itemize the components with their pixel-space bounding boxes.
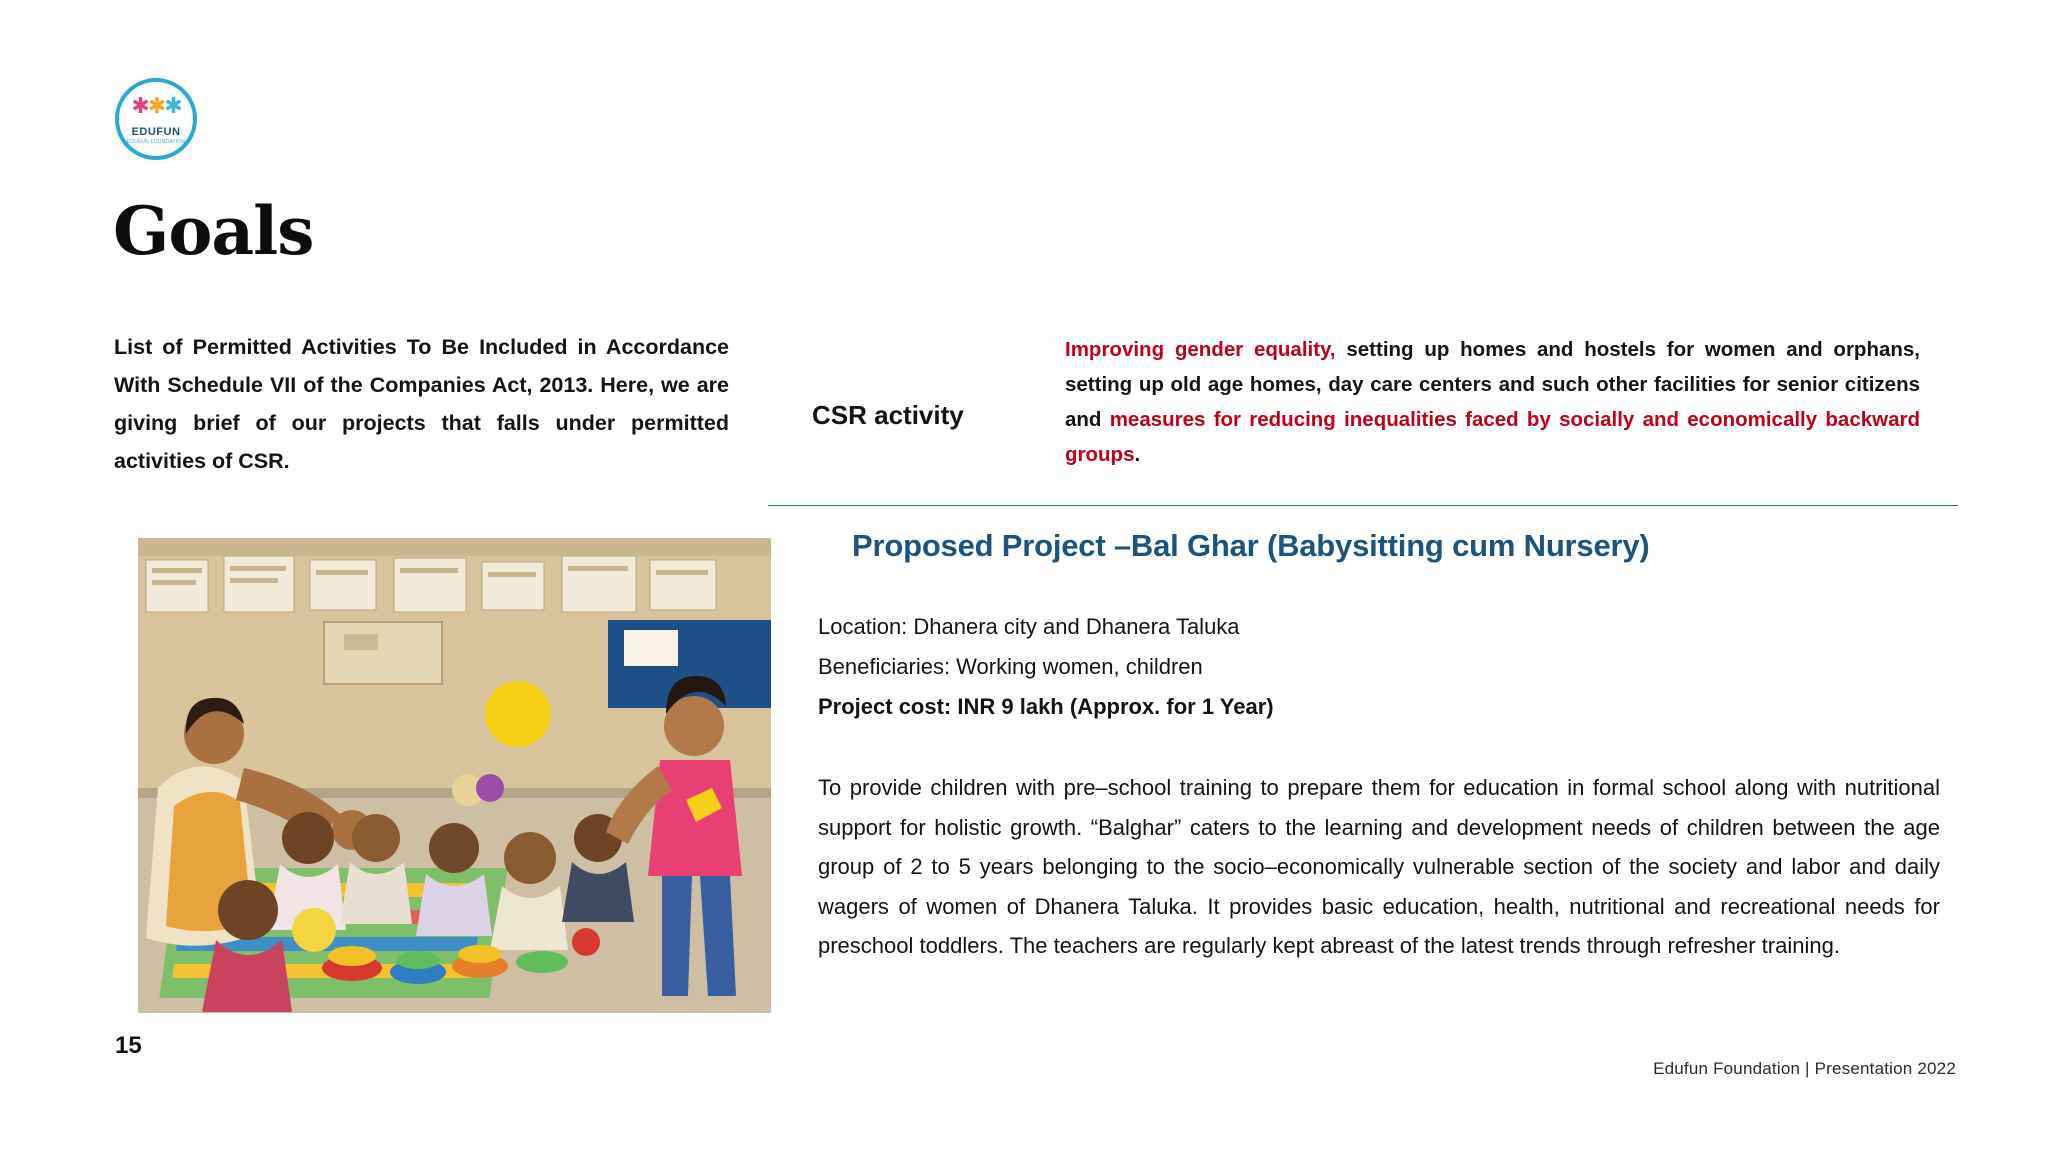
project-title: Proposed Project –Bal Ghar (Babysitting cum Nursery) <box>852 528 1650 563</box>
project-meta <box>818 607 1948 727</box>
csr-highlight-1: Improving gender equality, <box>1065 338 1336 361</box>
logo-wordmark: EDUFUN <box>131 126 181 138</box>
project-description: To provide children with pre–school training to prepare them for education in formal school along with nutritional support for holistic growth. “Balghar” caters to the learning and development needs of children between the age group of 2 to 5 years belonging to the socio–economically vulnerable section of the society and labor and daily wagers of women of Dhanera Taluka. It provides basic education, health, nutritional and recreational needs for preschool toddlers. The teachers are regularly kept abreast of the latest trends through refresher training. <box>818 775 1940 958</box>
footer-credit: Edufun Foundation | Presentation 2022 <box>1653 1059 1956 1078</box>
logo-figures-icon: ✱✱✱ <box>131 93 181 118</box>
logo-tagline: EDUFUN FOUNDATION <box>126 139 186 145</box>
csr-highlight-2: measures for reducing inequalities faced by socially and economically backward groups <box>1065 408 1920 466</box>
section-divider <box>768 505 1958 506</box>
csr-plain-1: setting up homes and hostels for women and orphans, setting up old age homes, day care centers and such other facilities for senior citizens and <box>1065 338 1920 431</box>
page-number: 15 <box>115 1032 142 1059</box>
page-title: Goals <box>113 192 314 270</box>
csr-plain-2: . <box>1134 443 1141 466</box>
edufun-logo <box>115 78 197 160</box>
project-location: Location: Dhanera city and Dhanera Taluka <box>818 614 1240 639</box>
project-beneficiaries: Beneficiaries: Working women, children <box>818 654 1203 679</box>
classroom-photo <box>138 538 771 1013</box>
csr-activity-text <box>1065 332 1920 472</box>
intro-paragraph: List of Permitted Activities To Be Included in Accordance With Schedule VII of the Companies Act, 2013. Here, we are giving brief of our projects that falls under permitted activities of CSR. <box>114 335 729 473</box>
project-cost: Project cost: INR 9 lakh (Approx. for 1 Year) <box>818 694 1274 719</box>
logo-inner <box>119 82 193 156</box>
csr-activity-label: CSR activity <box>812 400 964 430</box>
